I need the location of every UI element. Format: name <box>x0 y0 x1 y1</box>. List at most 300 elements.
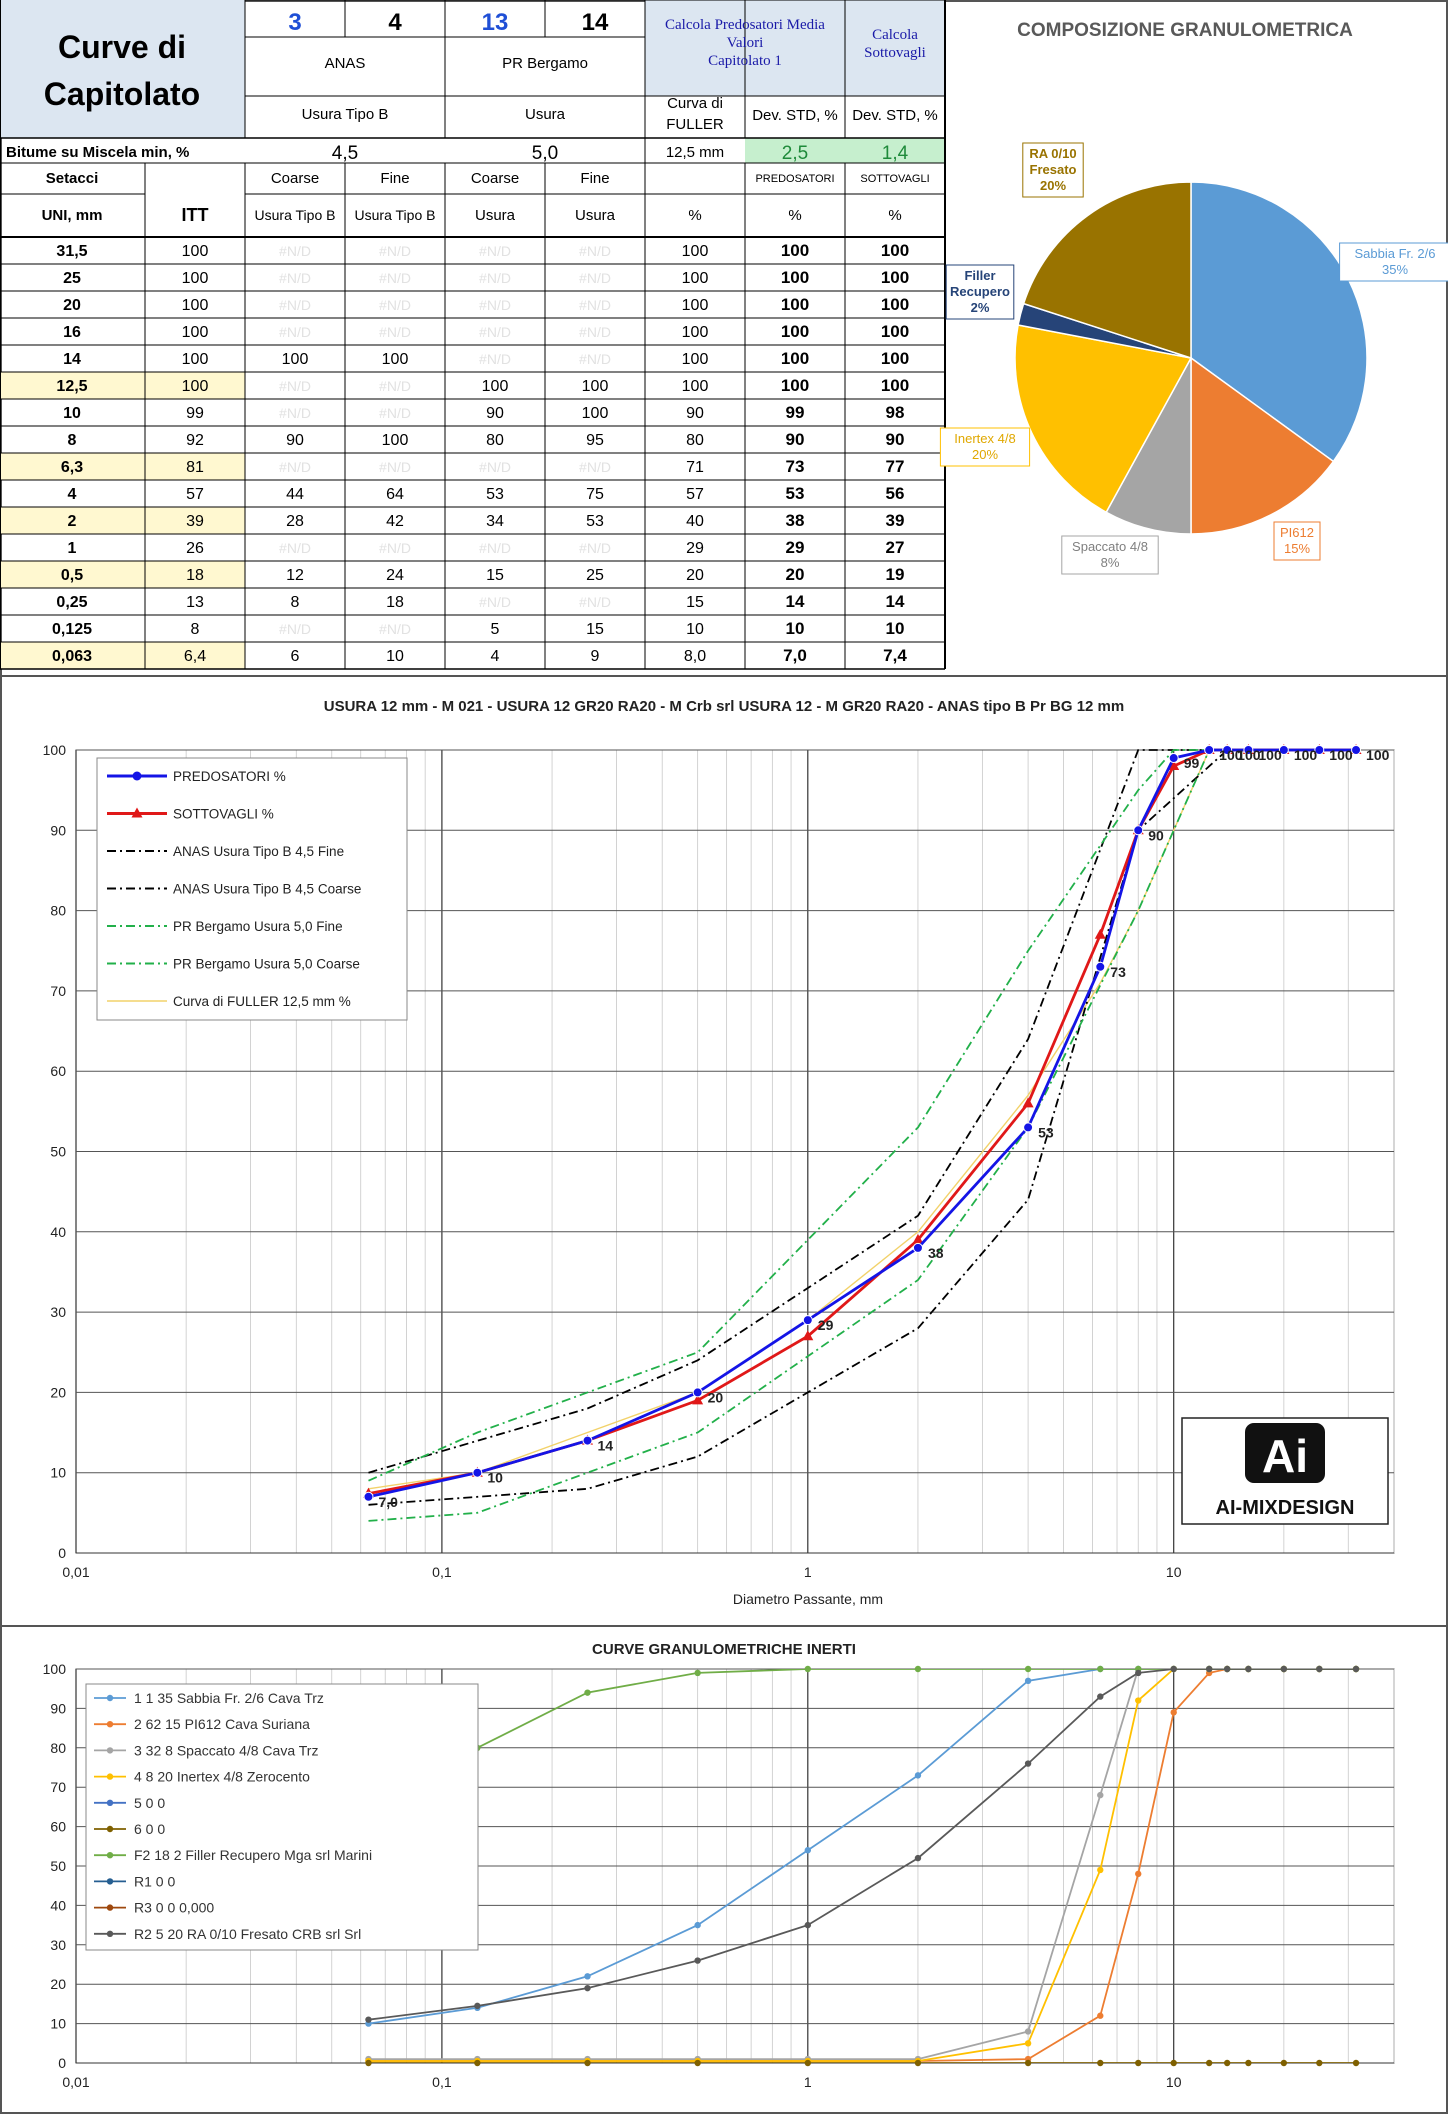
legend-label: 3 32 8 Spaccato 4/8 Cava Trz <box>134 1742 319 1759</box>
aggregate-point <box>1135 2060 1141 2066</box>
setacci-label: Setacci <box>45 170 99 187</box>
predosatori-value: 100 <box>780 241 810 260</box>
predosatori-value: 100 <box>780 322 810 341</box>
y-tick-label: 50 <box>50 1858 66 1874</box>
limit-value: 10 <box>386 648 404 665</box>
limit-value: 100 <box>581 405 609 422</box>
sieve-uni: 2 <box>67 513 77 530</box>
aggregate-point <box>1206 1666 1212 1672</box>
aggregate-point <box>1171 1709 1177 1715</box>
sieve-itt: 92 <box>186 432 204 449</box>
sieve-itt: 100 <box>181 351 209 368</box>
ai-mixdesign-logo <box>1182 1418 1388 1524</box>
aggregate-point <box>805 1666 811 1672</box>
spec-number: 14 <box>581 9 609 36</box>
legend-label: 4 8 20 Inertex 4/8 Zerocento <box>134 1768 310 1785</box>
bitume-pr-value: 5,0 <box>531 143 559 164</box>
sottovagli-value: 100 <box>880 322 910 341</box>
legend-label: ANAS Usura Tipo B 4,5 Fine <box>173 844 345 859</box>
placeholder-cell: #N/D <box>279 243 311 259</box>
sottovagli-value: 14 <box>885 592 905 611</box>
calcola-predosatori-button[interactable]: Capitolato 1 <box>708 53 782 69</box>
data-label: 38 <box>927 1244 944 1261</box>
sieve-uni: 1 <box>67 540 77 557</box>
x-tick-label: 1 <box>803 2074 812 2090</box>
fuller-size: 12,5 mm <box>665 144 725 161</box>
placeholder-cell: #N/D <box>379 324 411 340</box>
pct-label: % <box>688 207 702 224</box>
calcola-predosatori-button[interactable]: Calcola Predosatori Media <box>665 17 825 33</box>
data-label: 73 <box>1110 963 1126 980</box>
limit-value: 25 <box>586 567 604 584</box>
predosatori-point <box>583 1436 592 1445</box>
x-tick-label: 0,01 <box>62 1564 90 1580</box>
y-tick-label: 80 <box>50 1739 66 1756</box>
pie-slice-label: RA 0/10 <box>1029 146 1077 161</box>
legend-marker <box>107 1721 113 1727</box>
pie-slice-label: Fresato <box>1029 162 1077 177</box>
curva-fuller-label: FULLER <box>666 116 724 133</box>
sottovagli-value: 100 <box>880 376 910 395</box>
predosatori-point <box>803 1316 812 1325</box>
aggregate-point <box>1097 1666 1103 1672</box>
sieve-itt: 100 <box>181 270 209 287</box>
sottovagli-value: 39 <box>885 511 905 530</box>
aggregate-point <box>1135 1697 1141 1703</box>
limit-value: 90 <box>486 405 504 422</box>
data-label: 20 <box>707 1389 724 1406</box>
data-label: 100 <box>1293 747 1318 763</box>
data-label: 29 <box>817 1317 834 1334</box>
fine-label: Fine <box>380 170 410 187</box>
limit-value: 34 <box>486 513 504 530</box>
placeholder-cell: #N/D <box>279 378 311 394</box>
limit-value: 6 <box>290 648 300 665</box>
limit-value: 15 <box>486 567 504 584</box>
placeholder-cell: #N/D <box>479 351 511 367</box>
sieve-uni: 6,3 <box>60 459 84 476</box>
y-tick-label: 100 <box>42 742 66 758</box>
aggregate-point <box>1097 2013 1103 2019</box>
limit-value: 90 <box>286 432 304 449</box>
dev-predosatori-value: 2,5 <box>781 143 809 164</box>
y-tick-label: 10 <box>50 2015 66 2032</box>
predosatori-point <box>1205 746 1214 755</box>
placeholder-cell: #N/D <box>379 540 411 556</box>
spec-number: 13 <box>481 9 509 36</box>
placeholder-cell: #N/D <box>279 540 311 556</box>
aggregate-point <box>584 1689 590 1695</box>
pie-slice-label: 20% <box>1039 178 1067 193</box>
aggregate-point <box>584 1973 590 1979</box>
aggregate-point <box>1224 2060 1230 2066</box>
predosatori-value: 29 <box>785 538 805 557</box>
x-tick-label: 1 <box>803 1564 812 1580</box>
limit-value: 100 <box>381 432 409 449</box>
dev-sottovagli-value: 1,4 <box>881 143 909 164</box>
x-tick-label: 10 <box>1165 2074 1182 2090</box>
x-tick-label: 0,1 <box>432 2074 452 2090</box>
fuller-value: 71 <box>686 459 704 476</box>
aggregate-point <box>694 1922 700 1928</box>
aggregate-point <box>1281 1666 1287 1672</box>
aggregate-point <box>805 1922 811 1928</box>
placeholder-cell: #N/D <box>579 540 611 556</box>
spec-number: 4 <box>388 9 402 36</box>
sieve-itt: 99 <box>186 405 204 422</box>
legend-label: R2 5 20 RA 0/10 Fresato CRB srl Srl <box>134 1925 362 1942</box>
aggregate-point <box>1097 1693 1103 1699</box>
predosatori-value: 7,0 <box>783 646 807 665</box>
data-label: 10 <box>487 1469 503 1486</box>
aggregate-point <box>1316 1666 1322 1672</box>
pr-bergamo-label: PR Bergamo <box>502 55 588 72</box>
fuller-value: 100 <box>681 243 709 260</box>
fuller-value: 90 <box>686 405 704 422</box>
limit-value: 100 <box>481 378 509 395</box>
pie-slice-label: Spaccato 4/8 <box>1072 539 1148 554</box>
y-tick-label: 90 <box>50 1700 66 1717</box>
predosatori-value: 20 <box>785 565 805 584</box>
y-tick-label: 40 <box>50 1897 66 1914</box>
aggregate-point <box>805 1847 811 1853</box>
limit-value: 100 <box>581 378 609 395</box>
sottovagli-value: 56 <box>885 484 905 503</box>
placeholder-cell: #N/D <box>579 270 611 286</box>
legend-label: 5 0 0 <box>134 1794 166 1811</box>
pct-label: % <box>788 207 802 224</box>
predosatori-point <box>913 1243 922 1252</box>
legend-label: ANAS Usura Tipo B 4,5 Coarse <box>173 881 362 897</box>
predosatori-point <box>693 1388 702 1397</box>
placeholder-cell: #N/D <box>479 540 511 556</box>
limit-value: 24 <box>386 567 404 584</box>
limit-value: 12 <box>286 567 304 584</box>
inerti-chart-title: CURVE GRANULOMETRICHE INERTI <box>592 1641 856 1658</box>
sieve-itt: 100 <box>181 324 209 341</box>
sottovagli-value: 10 <box>885 619 905 638</box>
legend-label: PR Bergamo Usura 5,0 Coarse <box>173 956 360 972</box>
pie-slice-label: 35% <box>1381 262 1409 277</box>
sottovagli-value: 27 <box>885 538 905 557</box>
placeholder-cell: #N/D <box>479 270 511 286</box>
aggregate-point <box>915 2060 921 2066</box>
limit-value: 44 <box>286 486 304 503</box>
predosatori-value: 90 <box>785 430 805 449</box>
placeholder-cell: #N/D <box>579 459 611 475</box>
legend-marker <box>107 1747 113 1753</box>
sieve-itt: 39 <box>186 513 204 530</box>
placeholder-cell: #N/D <box>579 351 611 367</box>
y-tick-label: 50 <box>50 1143 66 1160</box>
aggregates-curves-chart <box>43 1641 1394 2090</box>
placeholder-cell: #N/D <box>579 297 611 313</box>
limit-value: 53 <box>486 486 504 503</box>
aggregate-point <box>1281 2060 1287 2066</box>
legend-marker <box>107 1773 113 1779</box>
uni-mm-label: UNI, mm <box>41 207 103 224</box>
legend-marker <box>107 1878 113 1884</box>
legend-label: PREDOSATORI % <box>173 769 286 784</box>
y-tick-label: 30 <box>50 1304 66 1321</box>
coarse-label: Coarse <box>470 170 520 187</box>
limit-value: 100 <box>381 351 409 368</box>
predosatori-point <box>1096 962 1105 971</box>
spec-number: 3 <box>288 9 302 36</box>
sottovagli-value: 100 <box>880 349 910 368</box>
limit-value: 53 <box>586 513 604 530</box>
sottovagli-value: 100 <box>880 241 910 260</box>
data-label: 53 <box>1038 1124 1054 1141</box>
fuller-value: 100 <box>681 351 709 368</box>
legend-label: PR Bergamo Usura 5,0 Fine <box>173 919 343 934</box>
aggregate-point <box>1316 2060 1322 2066</box>
logo-mark: Ai <box>1262 1430 1308 1482</box>
sieve-itt: 100 <box>181 297 209 314</box>
predosatori-value: 73 <box>785 457 805 476</box>
aggregate-point <box>805 2060 811 2066</box>
pie-slice-label: 15% <box>1283 541 1311 556</box>
aggregate-point <box>1135 1670 1141 1676</box>
calcola-sottovagli-button[interactable]: Calcola <box>872 27 918 43</box>
anas-label: ANAS <box>324 55 366 72</box>
table-title: Curve di <box>57 29 187 65</box>
placeholder-cell: #N/D <box>279 459 311 475</box>
aggregate-point <box>1025 2040 1031 2046</box>
predosatori-value: 53 <box>785 484 805 503</box>
sieve-itt: 26 <box>186 540 204 557</box>
sieve-itt: 100 <box>181 243 209 260</box>
aggregate-point <box>1025 2028 1031 2034</box>
aggregate-point <box>1097 1792 1103 1798</box>
legend-label: R3 0 0 0,000 <box>134 1899 215 1916</box>
placeholder-cell: #N/D <box>279 324 311 340</box>
predosatori-point <box>1024 1123 1033 1132</box>
bitume-label: Bitume su Miscela min, % <box>6 144 190 161</box>
sieve-uni: 20 <box>63 297 81 314</box>
placeholder-cell: #N/D <box>379 378 411 394</box>
placeholder-cell: #N/D <box>379 270 411 286</box>
fuller-value: 29 <box>686 540 704 557</box>
y-tick-label: 70 <box>50 1779 66 1796</box>
predosatori-point <box>1134 826 1143 835</box>
fuller-value: 57 <box>686 486 704 503</box>
fuller-value: 8,0 <box>683 648 707 665</box>
limit-value: 100 <box>281 351 309 368</box>
legend-label: 2 62 15 PI612 Cava Suriana <box>134 1716 310 1733</box>
pie-slice-label: Inertex 4/8 <box>954 431 1016 446</box>
limit-value: 8 <box>290 594 300 611</box>
predosatori-value: 100 <box>780 349 810 368</box>
legend-marker <box>133 772 142 781</box>
fuller-value: 100 <box>681 324 709 341</box>
placeholder-cell: #N/D <box>279 270 311 286</box>
coarse-label: Coarse <box>270 170 320 187</box>
predosatori-value: 38 <box>785 511 805 530</box>
dev-std-sottovagli-label: Dev. STD, % <box>852 107 938 124</box>
y-tick-label: 80 <box>50 902 66 919</box>
predosatori-point <box>1169 754 1178 763</box>
placeholder-cell: #N/D <box>479 594 511 610</box>
aggregate-point <box>584 1985 590 1991</box>
pie-slice-label: Sabbia Fr. 2/6 <box>1354 246 1436 261</box>
aggregate-point <box>1025 1666 1031 1672</box>
y-tick-label: 60 <box>50 1818 66 1835</box>
predosatori-point <box>473 1468 482 1477</box>
usura-tipo-b-label: Usura Tipo B <box>354 207 436 223</box>
sieve-itt: 18 <box>186 567 204 584</box>
aggregate-point <box>915 1666 921 1672</box>
anas-usura-label: Usura Tipo B <box>301 106 389 123</box>
fuller-value: 100 <box>681 270 709 287</box>
aggregate-point <box>1353 1666 1359 1672</box>
sottovagli-value: 77 <box>885 457 905 476</box>
placeholder-cell: #N/D <box>579 324 611 340</box>
sottovagli-value: 7,4 <box>883 646 907 665</box>
placeholder-cell: #N/D <box>579 594 611 610</box>
aggregate-point <box>915 1772 921 1778</box>
usura-label: Usura <box>474 207 516 224</box>
limit-value: 95 <box>586 432 604 449</box>
sieve-itt: 57 <box>186 486 204 503</box>
data-label: 100 <box>1237 747 1261 763</box>
sieve-itt: 13 <box>186 594 204 611</box>
usura-label: Usura <box>574 207 616 224</box>
legend-marker <box>107 1826 113 1832</box>
predosatori-value: 100 <box>780 268 810 287</box>
y-tick-label: 90 <box>50 822 66 839</box>
sottovagli-value: 100 <box>880 268 910 287</box>
placeholder-cell: #N/D <box>479 324 511 340</box>
data-label: 99 <box>1183 755 1200 772</box>
pie-slice-label: 8% <box>1100 555 1120 570</box>
legend-marker <box>107 1695 113 1701</box>
fuller-value: 100 <box>681 297 709 314</box>
data-label: 100 <box>1258 747 1282 763</box>
pr-usura-label: Usura <box>524 106 566 123</box>
placeholder-cell: #N/D <box>379 243 411 259</box>
limit-value: 80 <box>486 432 504 449</box>
placeholder-cell: #N/D <box>579 243 611 259</box>
x-tick-label: 10 <box>1165 1564 1182 1580</box>
table-title: Capitolato <box>43 76 201 112</box>
sieve-uni: 12,5 <box>56 378 88 395</box>
bitume-anas-value: 4,5 <box>331 143 359 164</box>
placeholder-cell: #N/D <box>379 405 411 421</box>
logo-text: AI-MIXDESIGN <box>1215 1497 1355 1519</box>
data-label: 100 <box>1219 747 1243 763</box>
legend-label: R1 0 0 <box>134 1873 176 1890</box>
aggregate-point <box>915 1855 921 1861</box>
calcola-predosatori-button[interactable]: Valori <box>726 35 764 51</box>
predosatori-point <box>1352 746 1361 755</box>
sottovagli-value: 19 <box>885 565 905 584</box>
data-label: 100 <box>1329 747 1353 763</box>
placeholder-cell: #N/D <box>479 459 511 475</box>
y-tick-label: 70 <box>50 982 66 999</box>
predosatori-value: 100 <box>780 376 810 395</box>
y-tick-label: 20 <box>50 1384 66 1401</box>
aggregate-point <box>1353 2060 1359 2066</box>
aggregate-point <box>1025 2060 1031 2066</box>
aggregate-point <box>1171 1666 1177 1672</box>
aggregate-point <box>1135 1871 1141 1877</box>
placeholder-cell: #N/D <box>479 297 511 313</box>
predosatori-value: 99 <box>785 403 805 422</box>
predosatori-value: 14 <box>785 592 805 611</box>
data-label: 7,0 <box>378 1493 398 1510</box>
y-tick-label: 40 <box>50 1223 66 1240</box>
legend-label: 6 0 0 <box>134 1821 166 1837</box>
aggregate-point <box>1025 1760 1031 1766</box>
y-tick-label: 20 <box>50 1976 66 1993</box>
data-label: 100 <box>1366 747 1390 763</box>
fuller-value: 80 <box>686 432 704 449</box>
legend-label: Curva di FULLER 12,5 mm % <box>173 994 351 1009</box>
limit-value: 15 <box>586 621 604 638</box>
curva-fuller-label: Curva di <box>667 95 723 112</box>
fuller-value: 100 <box>681 378 709 395</box>
aggregate-point <box>584 2060 590 2066</box>
itt-label: ITT <box>181 205 209 225</box>
sieve-uni: 14 <box>63 351 81 368</box>
aggregate-point <box>1171 2060 1177 2066</box>
limit-value: 75 <box>586 486 604 503</box>
pie-slice-label: 2% <box>970 300 990 315</box>
sieve-uni: 0,25 <box>56 594 88 611</box>
pct-label: % <box>888 207 902 224</box>
sieve-uni: 4 <box>67 486 77 503</box>
fuller-value: 10 <box>686 621 704 638</box>
y-tick-label: 10 <box>50 1464 66 1481</box>
limit-value: 42 <box>386 513 404 530</box>
placeholder-cell: #N/D <box>379 621 411 637</box>
sieve-uni: 8 <box>67 432 77 449</box>
predosatori-label: PREDOSATORI <box>755 173 835 185</box>
data-label: 90 <box>1148 827 1164 844</box>
fuller-value: 15 <box>686 594 704 611</box>
legend-label: SOTTOVAGLI % <box>173 806 274 822</box>
main-chart-xlabel: Diametro Passante, mm <box>732 1591 884 1607</box>
sottovagli-label: SOTTOVAGLI <box>860 173 930 185</box>
sieve-itt: 81 <box>186 459 204 476</box>
aggregate-point <box>1245 1666 1251 1672</box>
sieve-itt: 100 <box>181 378 209 395</box>
aggregate-point <box>365 2060 371 2066</box>
main-chart-title: USURA 12 mm - M 021 - USURA 12 GR20 RA20 - M Crb srl USURA 12 - M GR20 RA20 - ANAS tipo B Pr BG 12 mm <box>323 698 1125 715</box>
calcola-sottovagli-button[interactable]: Sottovagli <box>864 45 926 61</box>
fuller-value: 40 <box>686 513 704 530</box>
pie-slice-label: Filler <box>964 268 996 283</box>
legend-label: 1 1 35 Sabbia Fr. 2/6 Cava Trz <box>134 1690 324 1706</box>
limit-value: 64 <box>386 486 404 503</box>
data-label: 14 <box>597 1437 614 1454</box>
y-tick-label: 60 <box>50 1063 66 1080</box>
predosatori-value: 100 <box>780 295 810 314</box>
aggregate-point <box>474 2003 480 2009</box>
aggregate-point <box>474 2060 480 2066</box>
sieve-uni: 0,5 <box>60 567 84 584</box>
limit-value: 18 <box>386 594 404 611</box>
placeholder-cell: #N/D <box>379 297 411 313</box>
sottovagli-value: 90 <box>885 430 905 449</box>
aggregate-point <box>694 2060 700 2066</box>
legend-marker <box>107 1852 113 1858</box>
sieve-uni: 16 <box>63 324 81 341</box>
legend-marker <box>107 1931 113 1937</box>
legend-marker <box>107 1800 113 1806</box>
limit-value: 9 <box>590 648 600 665</box>
